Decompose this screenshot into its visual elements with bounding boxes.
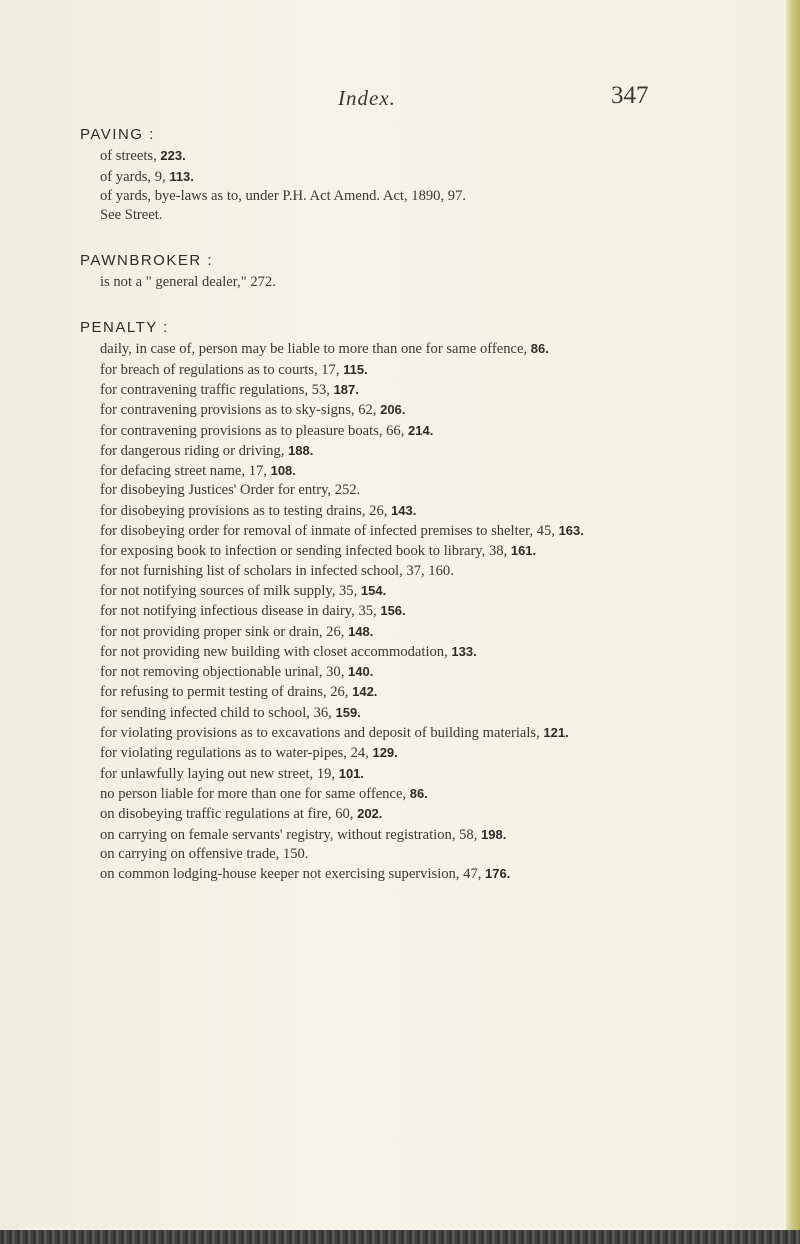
entry-line <box>100 501 730 521</box>
entry-line <box>100 273 730 292</box>
entry-line <box>100 864 730 884</box>
entry-line <box>100 743 730 763</box>
line-text: of yards, bye-laws as to, under P.H. Act Amend. Act, 1890, 97. <box>100 187 467 204</box>
page-ref: 113. <box>169 168 194 184</box>
line-text: is not a " general dealer," 272. <box>100 273 276 290</box>
entry-line <box>100 825 730 845</box>
page-ref: 156. <box>380 603 406 619</box>
page-ref: 86. <box>409 785 428 801</box>
entry-line <box>100 187 730 206</box>
line-text: for not furnishing list of scholars in infected school, 37, 160. <box>100 562 454 579</box>
page-ref: 101. <box>338 765 365 781</box>
page-ref: 154. <box>360 582 387 598</box>
line-text: no person liable for more than one for same offence, <box>100 785 410 802</box>
entry-line <box>100 642 730 662</box>
index-entry <box>80 125 730 225</box>
entry-line <box>100 421 730 441</box>
entry-line <box>100 206 730 225</box>
entry-heading: PAWNBROKER : <box>80 252 214 270</box>
page-ref: 121. <box>543 725 569 741</box>
page-ref: 206. <box>380 402 406 418</box>
line-text: for contravening provisions as to pleasure boats, 66, <box>100 422 409 439</box>
entry-line <box>100 601 730 621</box>
entry-line <box>100 461 730 481</box>
line-text: for contravening traffic regulations, 53, <box>100 381 334 398</box>
line-text: for refusing to permit testing of drains, 26, <box>100 684 353 701</box>
line-text: for breach of regulations as to courts, 17, <box>100 361 344 378</box>
line-text: of streets, <box>100 148 161 165</box>
line-text: on common lodging-house keeper not exercising supervision, 47, <box>100 866 486 883</box>
entry-line <box>100 541 730 561</box>
line-text: for violating regulations as to water-pipes, 24, <box>100 745 373 762</box>
entry-line <box>100 581 730 601</box>
line-text: for dangerous riding or driving, <box>100 442 289 459</box>
line-text: for disobeying provisions as to testing drains, 26, <box>100 502 392 519</box>
page-ref: 86. <box>530 341 549 357</box>
page-ref: 140. <box>348 664 374 680</box>
line-text: for contravening provisions as to sky-signs, 62, <box>100 402 381 419</box>
line-text: daily, in case of, person may be liable to more than one for same offence, <box>100 341 531 358</box>
page-ref: 129. <box>372 745 398 761</box>
line-text: for sending infected child to school, 36, <box>100 704 336 721</box>
page-ref: 143. <box>391 502 417 518</box>
line-text: for not notifying infectious disease in dairy, 35, <box>100 603 381 620</box>
entry-line <box>100 521 730 541</box>
running-head: Index. <box>338 86 396 110</box>
page-ref: 142. <box>352 684 378 700</box>
index-entry <box>80 251 730 292</box>
page-ref: 188. <box>288 442 314 458</box>
entry-line <box>100 441 730 461</box>
line-text: See Street. <box>100 207 163 224</box>
entry-line <box>100 662 730 682</box>
page-ref: 163. <box>558 523 584 539</box>
entry-line <box>100 723 730 743</box>
entry-line <box>100 784 730 804</box>
page-header <box>0 82 800 116</box>
line-text: for not providing proper sink or drain, 26, <box>100 623 349 640</box>
line-text: of yards, 9, <box>100 168 170 185</box>
entry-line <box>100 562 730 581</box>
entry-line <box>100 703 730 723</box>
page-ref: 159. <box>335 704 361 720</box>
index-entry <box>80 318 730 884</box>
page-ref: 115. <box>343 361 368 377</box>
page-ref: 161. <box>510 543 537 559</box>
page-ref: 187. <box>333 381 359 397</box>
entry-line <box>100 622 730 642</box>
entry-line <box>100 804 730 824</box>
line-text: on disobeying traffic regulations at fire, 60, <box>100 806 358 823</box>
entry-heading: PENALTY : <box>80 319 169 337</box>
line-text: for exposing book to infection or sending infected book to library, 38, <box>100 543 511 560</box>
page-ref: 202. <box>357 806 383 822</box>
line-text: for not removing objectionable urinal, 30, <box>100 664 349 681</box>
entry-line <box>100 400 730 420</box>
page-ref: 176. <box>485 866 511 882</box>
page-edge-bottom <box>0 1230 800 1244</box>
index-content <box>80 125 730 910</box>
page-number: 347 <box>611 82 649 109</box>
entry-line <box>100 481 730 500</box>
entry-line <box>100 339 730 359</box>
line-text: on carrying on female servants' registry, without registration, 58, <box>100 826 482 843</box>
entry-line <box>100 682 730 702</box>
line-text: for defacing street name, 17, <box>100 463 271 480</box>
entry-line <box>100 167 730 187</box>
page-ref: 214. <box>408 422 434 438</box>
page-ref: 108. <box>270 463 296 479</box>
entry-line <box>100 764 730 784</box>
line-text: for unlawfully laying out new street, 19, <box>100 765 339 782</box>
page-ref: 133. <box>451 643 477 659</box>
line-text: for not notifying sources of milk supply, 35, <box>100 582 361 599</box>
page-ref: 223. <box>160 148 186 164</box>
entry-line <box>100 845 730 864</box>
line-text: on carrying on offensive trade, 150. <box>100 845 309 862</box>
entry-line <box>100 380 730 400</box>
page-ref: 148. <box>348 623 374 639</box>
line-text: for violating provisions as to excavations and deposit of building materials, <box>100 725 544 742</box>
line-text: for not providing new building with closet accommodation, <box>100 643 452 660</box>
line-text: for disobeying order for removal of inmate of infected premises to shelter, 45, <box>100 523 559 540</box>
line-text: for disobeying Justices' Order for entry, 252. <box>100 482 361 499</box>
entry-line <box>100 146 730 166</box>
entry-heading: PAVING : <box>80 126 155 143</box>
page-edge-right <box>786 0 800 1244</box>
entry-line <box>100 360 730 380</box>
page-ref: 198. <box>481 826 507 842</box>
